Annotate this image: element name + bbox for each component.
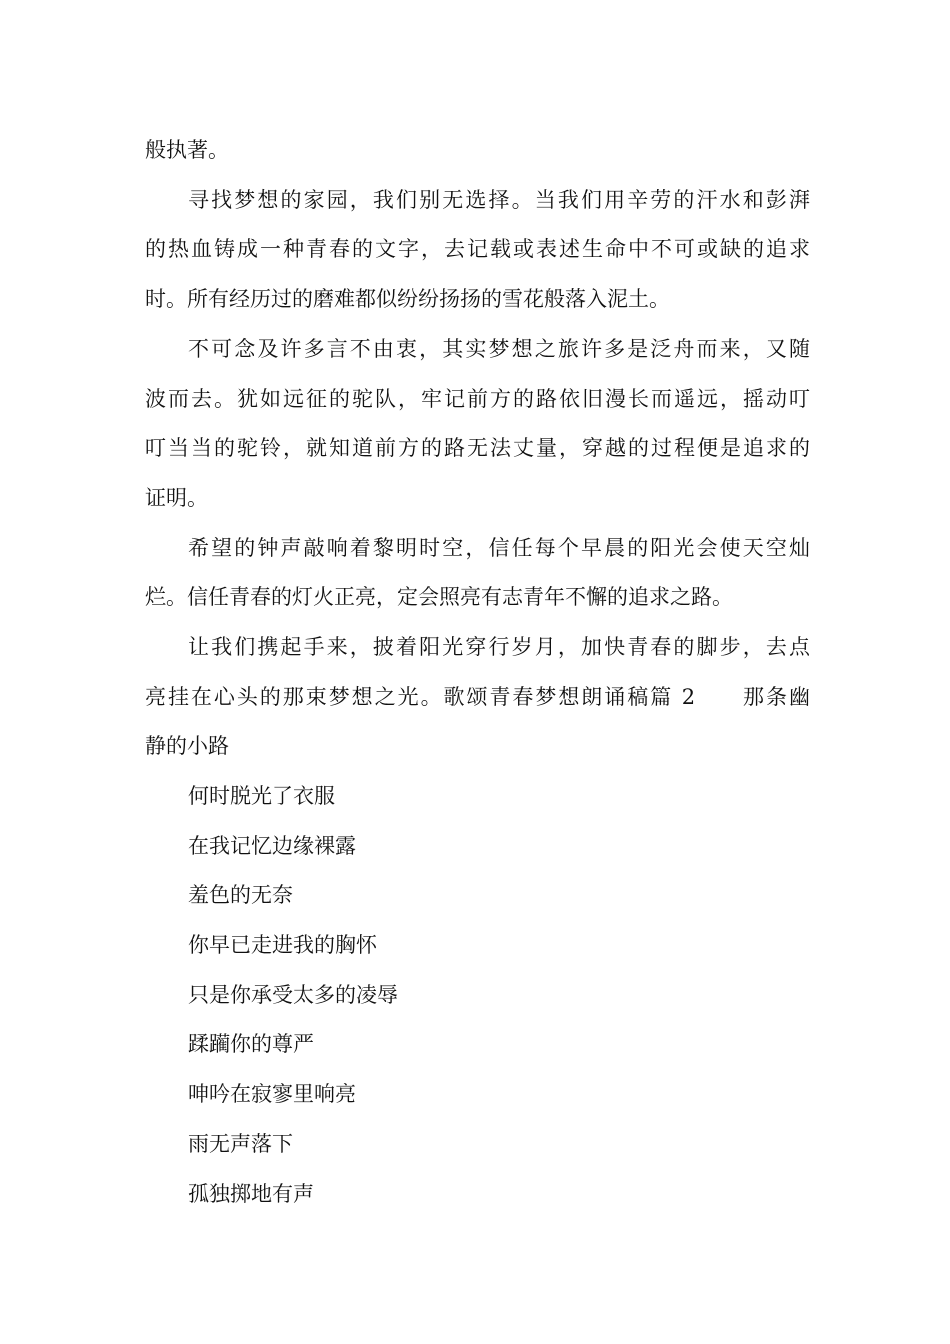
paragraph-first-line: 不可念及许多言不由衷，其实梦想之旅许多是泛舟而来，又随 [188,337,810,361]
paragraph-first-line: 寻找梦想的家园，我们别无选择。当我们用辛劳的汗水和彭湃 [188,188,810,212]
poem-line: 蹂躏你的尊严 [188,1032,314,1056]
paragraph-first-line: 希望的钟声敲响着黎明时空，信任每个早晨的阳光会使天空灿 [188,536,810,560]
poem-line: 雨无声落下 [188,1132,293,1156]
poem-line: 羞色的无奈 [188,883,293,907]
text-line: 证明。 [145,486,208,510]
text-line: 叮当当的驼铃，就知道前方的路无法丈量，穿越的过程便是追求的 [145,436,810,460]
poem-line: 你早已走进我的胸怀 [188,933,377,957]
text-line: 时。所有经历过的磨难都似纷纷扬扬的雪花般落入泥土。 [145,287,670,311]
poem-line: 呻吟在寂寥里响亮 [188,1082,356,1106]
poem-line: 何时脱光了衣服 [188,784,335,808]
text-line: 烂。信任青春的灯火正亮，定会照亮有志青年不懈的追求之路。 [145,585,733,609]
poem-line: 孤独掷地有声 [188,1182,314,1206]
poem-line: 只是你承受太多的凌辱 [188,983,398,1007]
text-line: 般执著。 [145,138,229,162]
poem-line: 在我记忆边缘裸露 [188,834,356,858]
text-line: 的热血铸成一种青春的文字，去记载或表述生命中不可或缺的追求 [145,237,810,261]
paragraph-first-line: 让我们携起手来，披着阳光穿行岁月，加快青春的脚步，去点 [188,635,810,659]
text-line: 静的小路 [145,734,229,758]
text-line: 波而去。犹如远征的驼队，牢记前方的路依旧漫长而遥远，摇动叮 [145,387,810,411]
text-line: 亮挂在心头的那束梦想之光。歌颂青春梦想朗诵稿篇 2 那条幽 [145,685,810,709]
